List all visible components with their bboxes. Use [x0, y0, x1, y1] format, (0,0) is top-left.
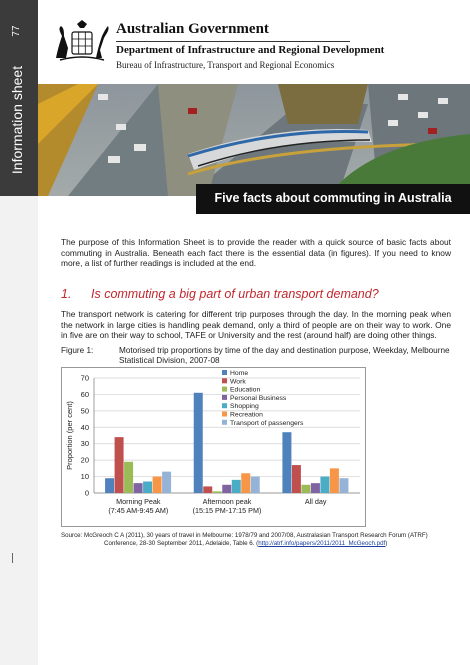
- y-tick-label: 20: [80, 455, 89, 465]
- y-tick-label: 50: [80, 406, 89, 416]
- bar: [320, 477, 329, 493]
- x-tick-label: (15:15 PM-17:15 PM): [192, 506, 262, 515]
- section-number: 1.: [61, 287, 72, 301]
- x-tick-label: Afternoon peak: [202, 497, 252, 506]
- information-sheet-label: Information sheet: [9, 65, 25, 175]
- title-bar: [196, 184, 470, 214]
- source-link[interactable]: http://atrf.info/papers/2011/2011_McGeoch.pdf: [258, 540, 386, 547]
- x-tick-label: Morning Peak: [116, 497, 161, 506]
- source-text: Source: McGreoch C A (2011), 30 years of travel in Melbourne: 1978/79 and 2007/08, Australasian Transport Research Forum (ATRF): [61, 532, 428, 539]
- coat-of-arms-icon: [52, 18, 112, 62]
- y-tick-label: 30: [80, 439, 89, 449]
- bar: [232, 480, 241, 493]
- bar: [292, 465, 301, 493]
- legend-label: Work: [230, 378, 246, 386]
- bar: [311, 483, 320, 493]
- section-paragraph: The transport network is catering for different trip purposes through the day. In the morning peak when the network in large cities is handling peak demand, only a third of people are on their way to work. One in five are on their way to school, TAFE or University and the rest (around half) are doing other things.: [61, 309, 451, 341]
- source-text-cont: Conference, 28-30 September 2011, Adelaide, Table 6. (: [104, 540, 259, 547]
- x-tick-label: (7:45 AM-9:45 AM): [108, 506, 169, 515]
- bar: [330, 468, 339, 493]
- page-title: Five facts about commuting in Australia: [214, 191, 452, 205]
- y-tick-label: 60: [80, 389, 89, 399]
- bar: [162, 472, 171, 493]
- bar: [115, 437, 124, 493]
- bar: [282, 432, 291, 493]
- sidebar: [0, 0, 38, 665]
- source-text-end: ): [385, 540, 388, 547]
- header-rule: [116, 41, 350, 42]
- bureau-name: Bureau of Infrastructure, Transport and Regional Economics: [116, 60, 335, 70]
- x-tick-label: All day: [304, 497, 327, 506]
- margin-mark: [12, 553, 13, 563]
- legend-label: Recreation: [230, 411, 263, 419]
- legend-swatch: [222, 378, 227, 383]
- legend-swatch: [222, 403, 227, 408]
- legend-label: Education: [230, 386, 261, 394]
- legend-swatch: [222, 420, 227, 425]
- legend-label: Home: [230, 370, 249, 377]
- bar: [153, 477, 162, 493]
- legend-swatch: [222, 412, 227, 417]
- legend-label: Shopping: [230, 403, 259, 411]
- bar: [203, 486, 212, 493]
- bar: [134, 483, 143, 493]
- commuter-train-banner-image: [38, 84, 470, 196]
- bar: [143, 482, 152, 494]
- figure-caption-text: Motorised trip proportions by time of the day and destination purpose, Weekday, Melbourne Statistical Division, 2007-08: [119, 346, 450, 365]
- section-title: Is commuting a big part of urban transport demand?: [91, 287, 379, 301]
- chart-frame: [61, 367, 366, 527]
- department-name: Department of Infrastructure and Regional Development: [116, 44, 385, 56]
- source-note: [61, 532, 451, 548]
- bar: [105, 478, 114, 493]
- y-tick-label: 40: [80, 422, 89, 432]
- bar: [251, 477, 260, 493]
- bar-chart: [62, 368, 365, 526]
- section-heading: [61, 287, 379, 301]
- y-tick-label: 70: [80, 373, 89, 383]
- y-tick-label: 0: [84, 488, 89, 498]
- legend-swatch: [222, 387, 227, 392]
- bar: [339, 478, 348, 493]
- figure-label: Figure 1:: [61, 346, 94, 355]
- bar: [301, 485, 310, 493]
- legend-label: Personal Business: [230, 394, 287, 402]
- intro-paragraph: The purpose of this Information Sheet is to provide the reader with a quick source of basic facts about commuting in Australia. Beneath each fact there is the essential data (in figures). If you need to know more, a list of further readings is included at the end.: [61, 237, 451, 269]
- bar: [213, 491, 222, 493]
- bar: [194, 393, 203, 493]
- legend-label: Transport of passengers: [230, 419, 304, 427]
- bar: [124, 462, 133, 493]
- y-tick-label: 10: [80, 472, 89, 482]
- bar: [222, 485, 231, 493]
- australian-government-title: Australian Government: [116, 21, 269, 37]
- page-number: 77: [11, 25, 22, 37]
- bar: [241, 473, 250, 493]
- legend-swatch: [222, 370, 227, 375]
- legend-swatch: [222, 395, 227, 400]
- y-axis-label: Proportion (per cent): [65, 401, 74, 470]
